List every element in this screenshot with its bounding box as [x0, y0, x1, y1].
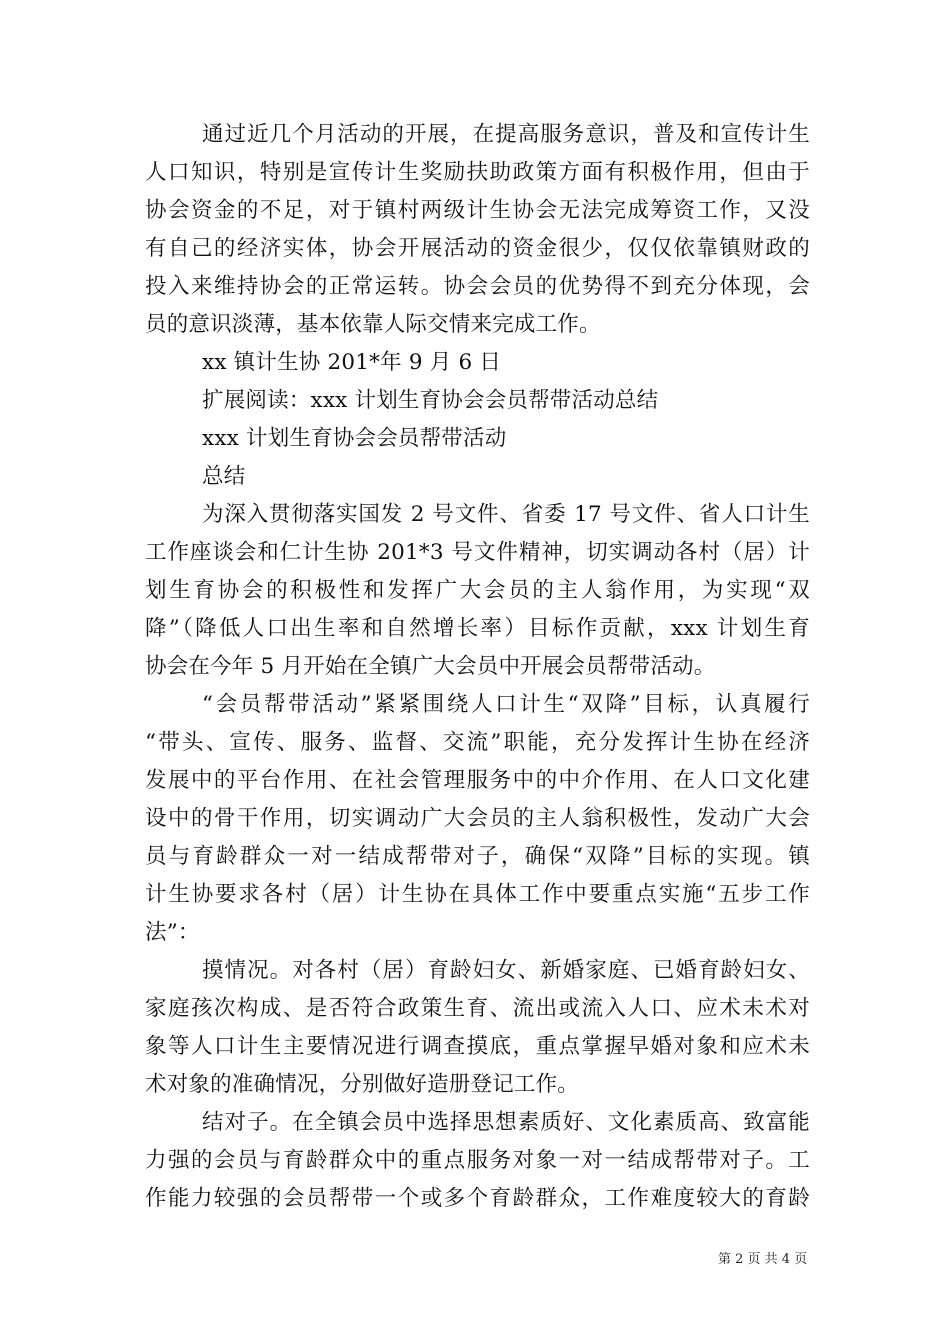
paragraph-line: 协会在今年 5 月开始在全镇广大会员中开展会员帮带活动。	[145, 654, 716, 679]
paragraph-line: 摸情况。对各村（居）育龄妇女、新婚家庭、已婚育龄妇女、	[202, 958, 810, 983]
paragraph-line: 结对子。在全镇会员中选择思想素质好、文化素质高、致富能	[202, 1110, 810, 1135]
paragraph-line: 通过近几个月活动的开展，在提高服务意识，普及和宣传计生	[202, 122, 810, 147]
paragraph-line: 力强的会员与育龄群众中的重点服务对象一对一结成帮带对子。工	[145, 1148, 810, 1173]
paragraph-line: 作能力较强的会员帮带一个或多个育龄群众，工作难度较大的育龄	[145, 1186, 810, 1211]
paragraph-line: 计生协要求各村（居）计生协在具体工作中要重点实施“五步工作	[145, 882, 810, 907]
paragraph-line: 象等人口计生主要情况进行调查摸底，重点掌握早婚对象和应术未	[145, 1034, 810, 1059]
page-number: 第 2 页 共 4 页	[718, 1252, 808, 1267]
paragraph-line: 法”：	[145, 920, 200, 945]
section-title-line: xxx 计划生育协会会员帮带活动	[202, 426, 507, 451]
paragraph-line: 设中的骨干作用，切实调动广大会员的主人翁积极性，发动广大会	[145, 806, 810, 831]
paragraph-line: 降”（降低人口出生率和自然增长率）目标作贡献，xxx 计划生育	[145, 616, 810, 641]
paragraph-line: 协会资金的不足，对于镇村两级计生协会无法完成筹资工作，又没	[145, 198, 810, 223]
paragraph-line: 有自己的经济实体，协会开展活动的资金很少，仅仅依靠镇财政的	[145, 236, 810, 261]
paragraph-line: 工作座谈会和仁计生协 201*3 号文件精神，切实调动各村（居）计	[145, 540, 810, 565]
paragraph-line: 为深入贯彻落实国发 2 号文件、省委 17 号文件、省人口计生	[202, 502, 810, 527]
signature-line: xx 镇计生协 201*年 9 月 6 日	[202, 350, 502, 375]
paragraph-line: 员的意识淡薄，基本依靠人际交情来完成工作。	[145, 312, 601, 337]
paragraph-line: “带头、宣传、服务、监督、交流”职能，充分发挥计生协在经济	[145, 730, 810, 755]
paragraph-line: 家庭孩次构成、是否符合政策生育、流出或流入人口、应术未术对	[145, 996, 810, 1021]
paragraph-line: “会员帮带活动”紧紧围绕人口计生“双降”目标，认真履行	[202, 692, 810, 717]
paragraph-line: 员与育龄群众一对一结成帮带对子，确保“双降”目标的实现。镇	[145, 844, 810, 869]
paragraph-line: 人口知识，特别是宣传计生奖励扶助政策方面有积极作用，但由于	[145, 160, 810, 185]
paragraph-line: 发展中的平台作用、在社会管理服务中的中介作用、在人口文化建	[145, 768, 810, 793]
paragraph-line: 术对象的准确情况，分别做好造册登记工作。	[145, 1072, 580, 1097]
paragraph-line: 投入来维持协会的正常运转。协会会员的优势得不到充分体现，会	[145, 274, 810, 299]
paragraph-line: 划生育协会的积极性和发挥广大会员的主人翁作用，为实现“双	[145, 578, 810, 603]
section-title-line: 总结	[202, 464, 246, 489]
extended-reading-line: 扩展阅读：xxx 计划生育协会会员帮带活动总结	[202, 388, 659, 413]
